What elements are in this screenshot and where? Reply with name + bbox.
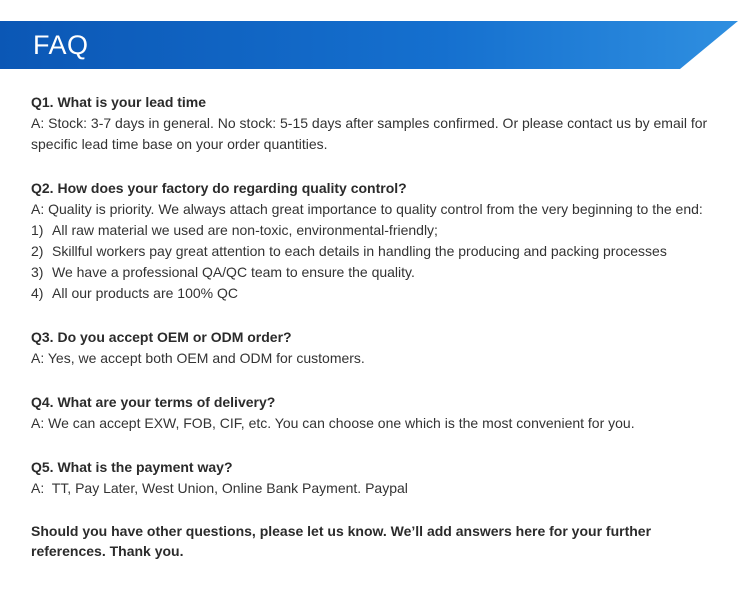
list-item <box>31 220 721 241</box>
faq-banner <box>0 21 750 69</box>
list-item <box>31 262 721 283</box>
faq-item-4 <box>31 391 721 434</box>
question: Q3. Do you accept OEM or ODM order? <box>31 329 292 345</box>
answer: A: Stock: 3-7 days in general. No stock: 5-15 days after samples confirmed. Or please contact us by email for specific lead time base on your order quantities. <box>31 115 708 152</box>
list-item-number: 4) <box>31 285 44 301</box>
list-item-number: 2) <box>31 243 44 259</box>
answer: A: TT, Pay Later, West Union, Online Bank Payment. Paypal <box>31 480 408 496</box>
answer: A: Yes, we accept both OEM and ODM for customers. <box>31 350 365 366</box>
page-title: FAQ <box>33 30 89 60</box>
faq-item-5 <box>31 456 721 499</box>
faq-item-3 <box>31 326 721 369</box>
answer: A: Quality is priority. We always attach great importance to quality control from the very beginning to the end: <box>31 201 703 217</box>
answer: A: We can accept EXW, FOB, CIF, etc. You can choose one which is the most convenient for you. <box>31 415 635 431</box>
list-item <box>31 241 721 262</box>
faq-content <box>31 91 721 561</box>
faq-item-2 <box>31 177 721 304</box>
faq-item-1 <box>31 91 721 155</box>
list-item-text: All our products are 100% QC <box>52 285 238 301</box>
question: Q5. What is the payment way? <box>31 459 233 475</box>
list-item-text: We have a professional QA/QC team to ensure the quality. <box>52 264 415 280</box>
list-item-text: Skillful workers pay great attention to each details in handling the producing and packing processes <box>52 243 667 259</box>
list-item-number: 1) <box>31 222 44 238</box>
banner-background <box>0 21 750 69</box>
list-item <box>31 283 721 304</box>
question: Q2. How does your factory do regarding quality control? <box>31 180 407 196</box>
list-item-number: 3) <box>31 264 44 280</box>
question: Q4. What are your terms of delivery? <box>31 394 276 410</box>
question: Q1. What is your lead time <box>31 94 207 110</box>
closing-note: Should you have other questions, please let us know. We’ll add answers here for your further references. Thank you. <box>31 523 652 559</box>
list-item-text: All raw material we used are non-toxic, environmental-friendly; <box>52 222 438 238</box>
